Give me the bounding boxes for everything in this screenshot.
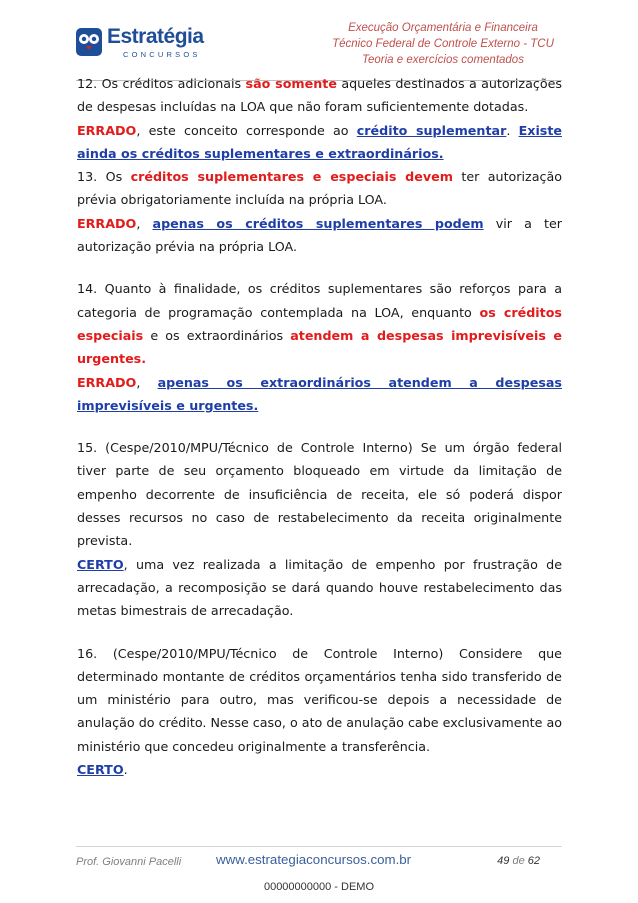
header-exam: Técnico Federal de Controle Externo - TCU (332, 38, 554, 50)
question-14: 14. Quanto à finalidade, os créditos suplementares são reforços para a categoria de programação contemplada na LOA, enquanto os créditos especiais e os extraordinários atendem a despesas imprevisíveis e urgentes. (77, 281, 562, 367)
header-subtitle: Teoria e exercícios comentados (362, 54, 524, 66)
answer-12: ERRADO, este conceito corresponde ao crédito suplementar. Existe ainda os créditos suplementares e extraordinários. (77, 122, 563, 161)
highlight: apenas os extraordinários atendem a despesas imprevisíveis e urgentes. (77, 374, 562, 413)
verdict-certo: CERTO (77, 762, 124, 778)
demo-watermark: 00000000000 - DEMO (263, 881, 375, 893)
question-12: 12. Os créditos adicionais são somente aqueles destinados a autorizações de despesas incluídas na LOA que não foram suficientemente dotadas. (77, 76, 562, 115)
header-course: Execução Orçamentária e Financeira (348, 22, 538, 34)
logo-sub: CONCURSOS (123, 50, 201, 59)
verdict-errado: ERRADO (77, 374, 137, 390)
highlight: apenas os créditos suplementares podem (152, 215, 484, 231)
verdict-certo: CERTO (77, 556, 124, 572)
footer-website-link[interactable]: www.estrategiaconcursos.com.br (216, 852, 412, 867)
answer-16: CERTO. (77, 762, 128, 778)
highlight: crédito suplementar (356, 122, 507, 138)
verdict-errado: ERRADO (77, 122, 137, 138)
answer-13: ERRADO, apenas os créditos suplementares podem vir a ter autorização prévia na própria LOA. (77, 215, 562, 255)
footer-author: Prof. Giovanni Pacelli (76, 856, 182, 868)
answer-14: ERRADO, apenas os extraordinários atendem a despesas imprevisíveis e urgentes. (77, 374, 562, 413)
question-15: 15. (Cespe/2010/MPU/Técnico de Controle Interno) Se um órgão federal tiver parte de seu orçamento bloqueado em virtude da limitação de empenho decorrente de insuficiência de receita, ele só poderá dispor desses recursos no caso de restabelecimento da receita originalmente prevista. (77, 440, 562, 549)
question-13: 13. Os créditos suplementares e especiais devem ter autorização prévia obrigatoriamente incluída na própria LOA. (77, 169, 562, 208)
page-number: 49 de 62 (497, 855, 540, 867)
question-16: 16. (Cespe/2010/MPU/Técnico de Controle Interno) Considere que determinado montante de créditos orçamentários tenha sido transferido de um ministério para outro, mas verificou-se depois a necessidade de anulação do crédito. Nesse caso, o ato de anulação cabe exclusivamente ao ministério que concedeu originalmente a transferência. (77, 645, 562, 754)
answer-15: CERTO, uma vez realizada a limitação de empenho por frustração de arrecadação, a recomposição se dará quando houve restabelecimento das metas bimestrais de arrecadação. (77, 556, 562, 619)
footer-divider (76, 846, 562, 847)
highlight: são somente (245, 76, 337, 91)
verdict-errado: ERRADO (77, 215, 137, 231)
highlight: créditos suplementares e especiais devem (130, 169, 453, 185)
highlight: os créditos especiais (77, 304, 562, 343)
highlight: Existe ainda os créditos suplementares e extraordinários. (77, 122, 563, 161)
logo-brand: Estratégia (107, 25, 204, 48)
estrategia-logo (76, 24, 226, 64)
page-footer (76, 852, 562, 870)
page-content (77, 72, 562, 781)
highlight: atendem a despesas imprevisíveis e urgentes. (77, 327, 562, 367)
document-header (313, 20, 573, 68)
